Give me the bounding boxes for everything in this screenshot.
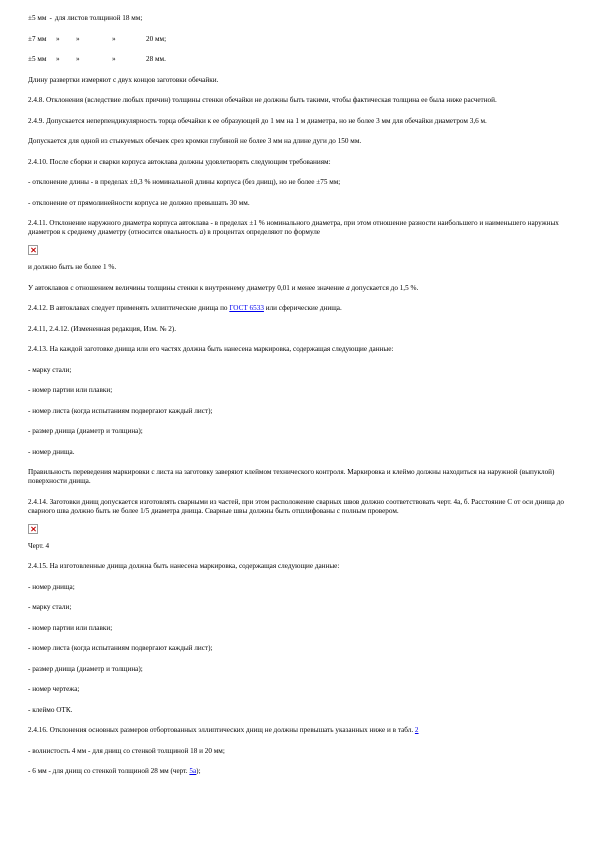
list-item: - марку стали; bbox=[28, 603, 72, 611]
paragraph: Допускается для одной из стыкуемых обечаек срез кромки глубиной не более 3 мм на длине дуги до 150 мм. bbox=[28, 137, 362, 145]
figure-caption: Черт. 4 bbox=[28, 541, 50, 550]
broken-image-icon bbox=[28, 245, 38, 255]
tol-value: ±7 мм bbox=[28, 34, 47, 43]
tolerance-row bbox=[28, 14, 573, 23]
list-item: - номер партии или плавки; bbox=[28, 386, 113, 394]
paragraph: 2.4.12. В автоклавах следует применять эллиптические днища по ГОСТ 6533 или сферические днища. bbox=[28, 304, 342, 312]
tol-ditto: » bbox=[112, 55, 116, 63]
list-item: - отклонение длины - в пределах ±0,3 % номинальной длины корпуса (без днищ), но не более ±75 мм; bbox=[28, 178, 341, 186]
tol-ditto: » bbox=[56, 55, 60, 63]
variable: а bbox=[199, 228, 204, 236]
paragraph: 2.4.13. На каждой заготовке днища или его частях должна быть нанесена маркировка, содержащая следующие данные: bbox=[28, 345, 394, 353]
list-item: - размер днища (диаметр и толщина); bbox=[28, 427, 143, 435]
list-item: - волнистость 4 мм - для днищ со стенкой толщиной 18 и 20 мм; bbox=[28, 746, 225, 755]
drawing-link[interactable]: 5а bbox=[189, 767, 197, 775]
paragraph: 2.4.11. Отклонение наружного диаметра корпуса автоклава - в пределах ±1 % номинального диаметра, при этом отношение разности наибольшего и наименьшего наружных диаметров к среднему диаметру (относится овальность а) в процентах определяют по формуле bbox=[28, 219, 559, 236]
list-item: - номер листа (когда испытаниям подвергают каждый лист); bbox=[28, 406, 213, 415]
list-item: - отклонение от прямолинейности корпуса не должно превышать 30 мм. bbox=[28, 198, 250, 207]
formula-image bbox=[28, 243, 573, 263]
paragraph: 2.4.16. Отклонения основных размеров отбортованных эллиптических днищ не должны превышать указанных ниже и в табл. 2 bbox=[28, 726, 419, 734]
paragraph: 2.4.8. Отклонения (вследствие любых причин) толщины стенки обечайки не должны быть такими, чтобы фактическая толщина ее была ниже расчетной. bbox=[28, 96, 497, 104]
variable: а bbox=[346, 283, 350, 292]
tol-ditto: » bbox=[56, 34, 60, 43]
gost-link[interactable]: ГОСТ 6533 bbox=[229, 304, 264, 312]
paragraph: 2.4.10. После сборки и сварки корпуса автоклава должны удовлетворять следующим требованиям: bbox=[28, 157, 331, 166]
list-item: - номер партии или плавки; bbox=[28, 623, 113, 632]
paragraph: У автоклавов с отношением величины толщины стенки к внутреннему диаметру 0,01 и менее значение а допускается до 1,5 %. bbox=[28, 283, 419, 292]
paragraph: 2.4.9. Допускается неперпендикулярность торца обечайки к ее образующей до 1 мм на 1 м диаметра, но не более 3 мм для обечайки диаметром 3,6 м. bbox=[28, 116, 487, 125]
tol-text: для листов толщиной 18 мм; bbox=[54, 14, 143, 22]
list-item: - 6 мм - для днищ со стенкой толщиной 28 мм (черт. 5а); bbox=[28, 767, 201, 775]
paragraph: Правильность переведения маркировки с листа на заготовку заверяют клеймом технического контроля. Маркировка и клеймо должны находиться на наружной (выпуклой) поверхности днища. bbox=[28, 468, 555, 485]
paragraph: 2.4.15. На изготовленные днища должна быть нанесена маркировка, содержащая следующие данные: bbox=[28, 562, 340, 570]
tol-thickness: 20 мм; bbox=[146, 34, 167, 43]
tol-value: ±5 мм bbox=[28, 55, 47, 63]
broken-image-icon bbox=[28, 524, 38, 534]
drawing-image bbox=[28, 522, 573, 542]
tol-ditto: » bbox=[76, 34, 80, 43]
paragraph: 2.4.14. Заготовки днищ допускается изготовлять сварными из частей, при этом расположение сварных швов должно соответствовать черт. 4а, б. Расстояние С от оси днища до сварного шва должно быть не более 1/5 диаметра днища. Сварные швы должны быть отшлифованы с полным провером. bbox=[28, 497, 564, 515]
paragraph: 2.4.11, 2.4.12. (Измененная редакция, Изм. № 2). bbox=[28, 324, 177, 333]
list-item: - размер днища (диаметр и толщина); bbox=[28, 664, 143, 673]
tolerance-row bbox=[28, 55, 573, 64]
list-item: - номер листа (когда испытаниям подвергают каждый лист); bbox=[28, 644, 213, 652]
tol-dash: - bbox=[49, 14, 52, 22]
tol-thickness: 28 мм. bbox=[146, 55, 166, 63]
list-item: - марку стали; bbox=[28, 365, 72, 374]
paragraph: и должно быть не более 1 %. bbox=[28, 263, 117, 271]
list-item: - номер днища. bbox=[28, 447, 75, 456]
tol-ditto: » bbox=[76, 55, 80, 63]
tol-ditto: » bbox=[112, 34, 116, 43]
paragraph: Длину развертки измеряют с двух концов заготовки обечайки. bbox=[28, 75, 219, 84]
list-item: - номер чертежа; bbox=[28, 685, 80, 693]
table-link[interactable]: 2 bbox=[414, 726, 419, 734]
list-item: - номер днища; bbox=[28, 582, 75, 591]
list-item: - клеймо ОТК. bbox=[28, 705, 73, 714]
document-page bbox=[28, 14, 573, 788]
tol-value: ±5 мм bbox=[28, 14, 47, 22]
tolerance-row bbox=[28, 35, 573, 44]
